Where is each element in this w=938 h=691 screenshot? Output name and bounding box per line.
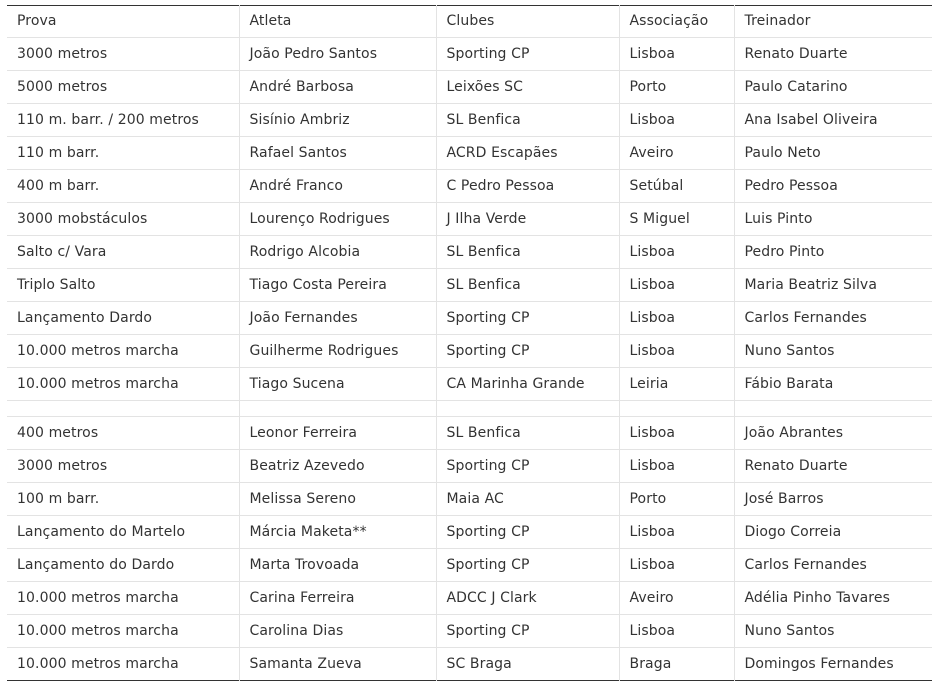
header-associacao: Associação: [619, 6, 734, 38]
table-header: [7, 6, 932, 38]
cell-atleta: João Fernandes: [239, 302, 436, 335]
table-spacer-row: [7, 401, 932, 417]
header-atleta: Atleta: [239, 6, 436, 38]
cell-prova: Lançamento do Dardo: [7, 549, 239, 582]
cell-atleta: João Pedro Santos: [239, 38, 436, 71]
cell-prova: 110 m. barr. / 200 metros: [7, 104, 239, 137]
cell-associacao: [619, 401, 734, 417]
table-row: [7, 483, 932, 516]
cell-atleta: Guilherme Rodrigues: [239, 335, 436, 368]
cell-atleta: Sisínio Ambriz: [239, 104, 436, 137]
cell-associacao: Lisboa: [619, 302, 734, 335]
cell-treinador: Carlos Fernandes: [734, 549, 932, 582]
cell-associacao: Braga: [619, 648, 734, 681]
results-table: [7, 5, 932, 681]
cell-treinador: Nuno Santos: [734, 335, 932, 368]
cell-prova: 110 m barr.: [7, 137, 239, 170]
table-row: [7, 71, 932, 104]
cell-atleta: André Franco: [239, 170, 436, 203]
cell-associacao: Lisboa: [619, 549, 734, 582]
cell-clube: ACRD Escapães: [436, 137, 619, 170]
cell-associacao: Lisboa: [619, 335, 734, 368]
header-row: [7, 6, 932, 38]
cell-clube: Sporting CP: [436, 549, 619, 582]
cell-treinador: Pedro Pessoa: [734, 170, 932, 203]
cell-clube: [436, 401, 619, 417]
cell-clube: Sporting CP: [436, 302, 619, 335]
cell-treinador: Maria Beatriz Silva: [734, 269, 932, 302]
cell-atleta: Carolina Dias: [239, 615, 436, 648]
cell-atleta: Tiago Sucena: [239, 368, 436, 401]
cell-clube: C Pedro Pessoa: [436, 170, 619, 203]
cell-prova: 3000 mobstáculos: [7, 203, 239, 236]
cell-clube: Sporting CP: [436, 516, 619, 549]
cell-associacao: Lisboa: [619, 236, 734, 269]
cell-clube: J Ilha Verde: [436, 203, 619, 236]
table-row: [7, 137, 932, 170]
cell-atleta: André Barbosa: [239, 71, 436, 104]
table-row: [7, 203, 932, 236]
table-row: [7, 450, 932, 483]
cell-atleta: Melissa Sereno: [239, 483, 436, 516]
header-clubes: Clubes: [436, 6, 619, 38]
table-row: [7, 368, 932, 401]
cell-clube: SL Benfica: [436, 104, 619, 137]
cell-prova: 10.000 metros marcha: [7, 335, 239, 368]
cell-clube: SL Benfica: [436, 269, 619, 302]
cell-clube: Sporting CP: [436, 450, 619, 483]
table-row: [7, 38, 932, 71]
table-row: [7, 549, 932, 582]
cell-atleta: Márcia Maketa**: [239, 516, 436, 549]
cell-associacao: Leiria: [619, 368, 734, 401]
cell-associacao: Lisboa: [619, 516, 734, 549]
cell-treinador: Fábio Barata: [734, 368, 932, 401]
cell-treinador: José Barros: [734, 483, 932, 516]
cell-prova: Triplo Salto: [7, 269, 239, 302]
cell-prova: 3000 metros: [7, 450, 239, 483]
cell-associacao: Aveiro: [619, 137, 734, 170]
cell-clube: SL Benfica: [436, 417, 619, 450]
cell-clube: CA Marinha Grande: [436, 368, 619, 401]
table-row: [7, 170, 932, 203]
cell-clube: ADCC J Clark: [436, 582, 619, 615]
header-prova: Prova: [7, 6, 239, 38]
cell-treinador: Ana Isabel Oliveira: [734, 104, 932, 137]
cell-prova: 10.000 metros marcha: [17, 656, 179, 672]
cell-clube: Sporting CP: [436, 615, 619, 648]
table-row: [7, 615, 932, 648]
cell-prova: 10.000 metros marcha: [7, 368, 239, 401]
cell-atleta: Tiago Costa Pereira: [239, 269, 436, 302]
cell-treinador: João Abrantes: [734, 417, 932, 450]
cell-associacao: Aveiro: [619, 582, 734, 615]
table-row: [7, 302, 932, 335]
cell-clube: SC Braga: [436, 648, 619, 681]
cell-treinador: Paulo Neto: [734, 137, 932, 170]
cell-atleta: Carina Ferreira: [239, 582, 436, 615]
cell-treinador: Paulo Catarino: [734, 71, 932, 104]
table-row: [7, 104, 932, 137]
table-row: [7, 516, 932, 549]
cell-atleta: [239, 401, 436, 417]
cell-treinador: Renato Duarte: [734, 450, 932, 483]
cell-prova: [7, 401, 239, 417]
cell-clube: Sporting CP: [436, 38, 619, 71]
cell-prova: 100 m barr.: [7, 483, 239, 516]
header-treinador: Treinador: [734, 6, 932, 38]
cell-prova: 5000 metros: [7, 71, 239, 104]
cell-atleta: Samanta Zueva: [239, 648, 436, 681]
table-row: [7, 236, 932, 269]
cell-atleta: Marta Trovoada: [239, 549, 436, 582]
cell-prova: 10.000 metros marcha: [7, 615, 239, 648]
cell-atleta: Lourenço Rodrigues: [239, 203, 436, 236]
cell-atleta: Beatriz Azevedo: [239, 450, 436, 483]
cell-clube: SL Benfica: [436, 236, 619, 269]
results-table-container: [7, 5, 932, 681]
table-row: [7, 582, 932, 615]
cell-prova: Salto c/ Vara: [7, 236, 239, 269]
cell-associacao: Lisboa: [619, 104, 734, 137]
cell-prova: 400 m barr.: [7, 170, 239, 203]
cell-treinador: Pedro Pinto: [734, 236, 932, 269]
cell-associacao: Setúbal: [619, 170, 734, 203]
cell-clube: Sporting CP: [436, 335, 619, 368]
cell-treinador: Renato Duarte: [734, 38, 932, 71]
cell-clube: Leixões SC: [436, 71, 619, 104]
cell-associacao: S Miguel: [619, 203, 734, 236]
cell-associacao: Lisboa: [619, 450, 734, 483]
cell-atleta: Rafael Santos: [239, 137, 436, 170]
cell-prova: Lançamento Dardo: [7, 302, 239, 335]
cell-atleta: Leonor Ferreira: [239, 417, 436, 450]
cell-treinador: [734, 401, 932, 417]
cell-associacao: Porto: [619, 71, 734, 104]
cell-treinador: Luis Pinto: [734, 203, 932, 236]
table-row: [7, 335, 932, 368]
table-row: [7, 648, 932, 681]
cell-treinador: Nuno Santos: [734, 615, 932, 648]
cell-prova: 3000 metros: [7, 38, 239, 71]
cell-treinador: Diogo Correia: [734, 516, 932, 549]
cell-treinador: Carlos Fernandes: [734, 302, 932, 335]
cell-associacao: Porto: [619, 483, 734, 516]
cell-clube: Maia AC: [436, 483, 619, 516]
cell-associacao: Lisboa: [619, 269, 734, 302]
cell-atleta: Rodrigo Alcobia: [239, 236, 436, 269]
table-row: [7, 417, 932, 450]
table-body: [7, 38, 932, 681]
cell-prova: Lançamento do Martelo: [7, 516, 239, 549]
cell-treinador: Domingos Fernandes: [734, 648, 932, 681]
table-row: [7, 269, 932, 302]
cell-associacao: Lisboa: [619, 615, 734, 648]
cell-prova: 10.000 metros marcha: [7, 582, 239, 615]
cell-treinador: Adélia Pinho Tavares: [734, 582, 932, 615]
cell-prova: 400 metros: [7, 417, 239, 450]
cell-associacao: Lisboa: [619, 417, 734, 450]
cell-associacao: Lisboa: [619, 38, 734, 71]
